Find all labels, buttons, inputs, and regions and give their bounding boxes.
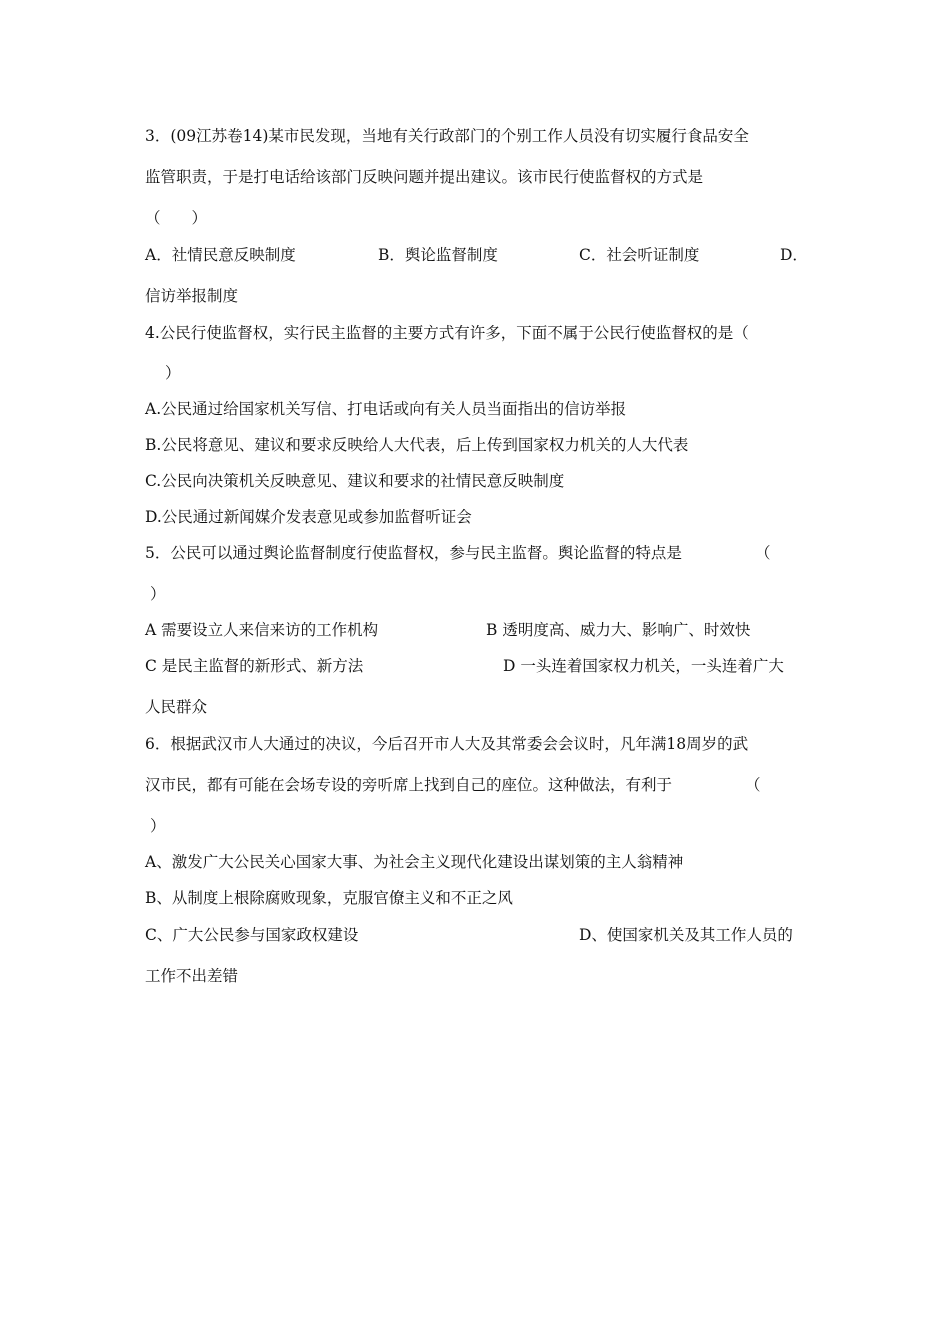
q3-answer-paren: （ ） — [145, 209, 208, 227]
q5-stem-line2: ） — [150, 585, 166, 603]
q5-option-a: A 需要设立人来信来访的工作机构 — [145, 621, 379, 639]
q3-option-b: B．舆论监督制度 — [378, 246, 498, 264]
q6-option-a: A、激发广大公民关心国家大事、为社会主义现代化建设出谋划策的主人翁精神 — [145, 853, 684, 871]
q6-stem-line3: ） — [150, 817, 166, 835]
q5-option-b: B 透明度高、威力大、影响广、时效快 — [486, 621, 751, 639]
q5-option-d-continued: 人民群众 — [145, 698, 208, 716]
q5-option-c: C 是民主监督的新形式、新方法 — [145, 657, 364, 675]
q3-stem-line1: 3．(09江苏卷14)某市民发现，当地有关行政部门的个别工作人员没有切实履行食品安全 — [145, 127, 749, 145]
q3-option-d: D． — [780, 246, 808, 264]
q5-option-d: D 一头连着国家权力机关，一头连着广大 — [503, 657, 784, 675]
q6-stem-line1: 6．根据武汉市人大通过的决议，今后召开市人大及其常委会会议时，凡年满18周岁的武 — [145, 735, 749, 753]
q4-option-b: B.公民将意见、建议和要求反映给人大代表，后上传到国家权力机关的人大代表 — [145, 436, 689, 454]
q6-option-d: D、使国家机关及其工作人员的 — [579, 926, 793, 944]
q6-option-c: C、广大公民参与国家政权建设 — [145, 926, 359, 944]
q6-option-d-continued: 工作不出差错 — [145, 967, 239, 985]
q6-options-row — [145, 925, 810, 945]
q3-option-c: C．社会听证制度 — [579, 246, 700, 264]
q4-option-c: C.公民向决策机关反映意见、建议和要求的社情民意反映制度 — [145, 472, 565, 490]
q5-options-row1 — [145, 620, 805, 640]
q5-stem-line1: 5．公民可以通过舆论监督制度行使监督权，参与民主监督。舆论监督的特点是 — [145, 544, 682, 562]
q4-stem-line1: 4.公民行使监督权，实行民主监督的主要方式有许多，下面不属于公民行使监督权的是（ — [145, 324, 749, 342]
q6-option-b: B、从制度上根除腐败现象，克服官僚主义和不正之风 — [145, 889, 513, 907]
q3-stem-line2: 监管职责，于是打电话给该部门反映问题并提出建议。该市民行使监督权的方式是 — [145, 168, 704, 186]
q4-option-a: A.公民通过给国家机关写信、打电话或向有关人员当面指出的信访举报 — [145, 400, 627, 418]
q6-answer-paren-open: （ — [745, 776, 761, 794]
q3-options-row — [145, 245, 808, 265]
q5-answer-paren-open: （ — [755, 544, 771, 562]
q5-options-row2 — [145, 656, 805, 676]
q4-option-d: D.公民通过新闻媒介发表意见或参加监督听证会 — [145, 508, 472, 526]
q4-stem-line2: ） — [165, 364, 181, 382]
q6-stem-line2: 汉市民，都有可能在会场专设的旁听席上找到自己的座位。这种做法，有利于 — [145, 776, 673, 794]
q3-option-d-continued: 信访举报制度 — [145, 287, 239, 305]
q3-option-a: A．社情民意反映制度 — [145, 246, 296, 264]
